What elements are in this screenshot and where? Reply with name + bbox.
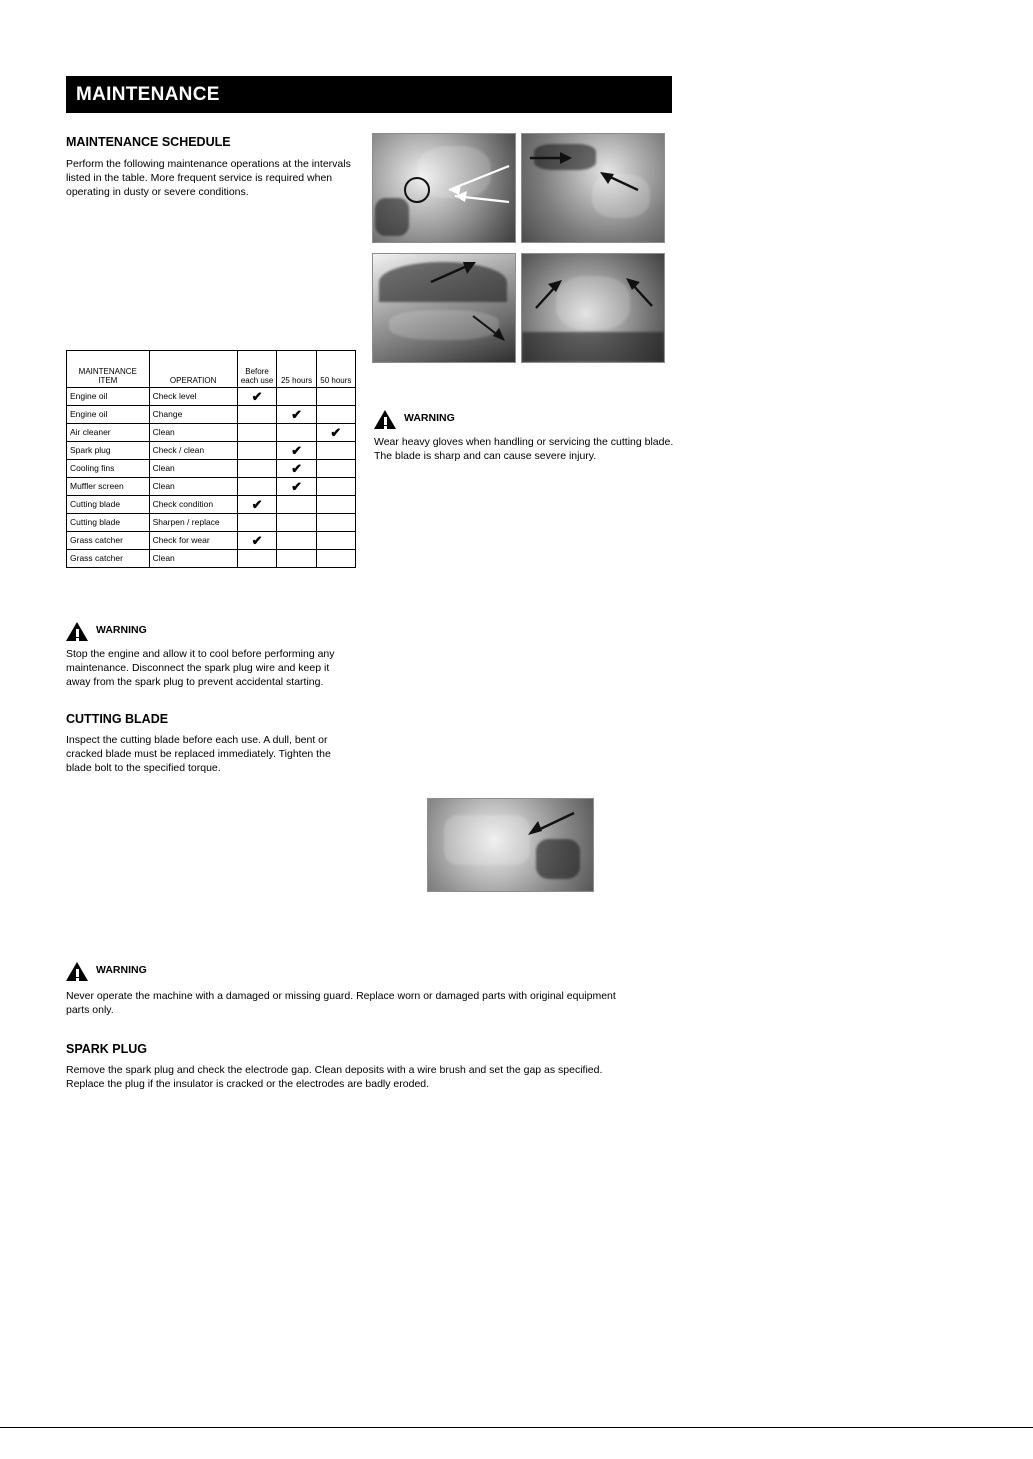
cell-every-50-hours <box>316 388 355 406</box>
table-row <box>67 514 356 532</box>
warning-icon-3 <box>66 962 88 982</box>
cell-operation: Clean <box>149 460 237 478</box>
cell-every-25-hours <box>277 442 316 460</box>
figure-air-cleaner <box>521 133 665 243</box>
cell-before-each-use <box>237 478 277 496</box>
cell-item: Grass catcher <box>67 532 150 550</box>
warning-body-3: Never operate the machine with a damaged or missing guard. Replace worn or damaged parts with original equipment parts only. <box>66 990 616 1016</box>
cell-every-50-hours <box>316 550 355 568</box>
photo-shadow <box>379 262 507 302</box>
warning-exclamation-icon <box>384 417 387 425</box>
warning-title-3: WARNING <box>96 964 147 976</box>
table-row <box>67 550 356 568</box>
figure-muffler <box>427 798 594 892</box>
cell-every-25-hours <box>277 532 316 550</box>
spark-plug-heading: SPARK PLUG <box>66 1042 148 1056</box>
warning-title-1: WARNING <box>96 624 147 636</box>
table-row <box>67 532 356 550</box>
cell-every-50-hours <box>316 478 355 496</box>
cell-before-each-use <box>237 406 277 424</box>
intro-heading: MAINTENANCE SCHEDULE <box>66 135 231 149</box>
cell-operation: Clean <box>149 550 237 568</box>
checkmark-icon: ✔ <box>291 443 302 458</box>
header-every-50-hours: 50 hours <box>316 351 355 388</box>
photo-highlight <box>444 815 530 865</box>
blade-text: Inspect the cutting blade before each use. A dull, bent or cracked blade must be replaced immediately. Tighten the blade bolt to the specified torque. <box>66 734 331 774</box>
blade-heading: CUTTING BLADE <box>66 712 169 726</box>
warning-exclamation-icon <box>76 629 79 637</box>
cell-every-50-hours <box>316 442 355 460</box>
cell-operation: Clean <box>149 424 237 442</box>
cell-every-25-hours <box>277 424 316 442</box>
photo-highlight <box>592 174 650 218</box>
photo-shadow <box>536 839 580 879</box>
photo-highlight <box>417 146 491 198</box>
warning-icon-2 <box>374 410 396 430</box>
table-header-row <box>67 351 356 388</box>
cell-before-each-use <box>237 388 277 406</box>
cell-every-25-hours <box>277 478 316 496</box>
cell-item: Cooling fins <box>67 460 150 478</box>
header-every-25-hours: 25 hours <box>277 351 316 388</box>
section-banner <box>66 76 672 113</box>
cell-before-each-use <box>237 442 277 460</box>
cell-operation: Check level <box>149 388 237 406</box>
cell-operation: Check / clean <box>149 442 237 460</box>
cell-every-50-hours <box>316 514 355 532</box>
cell-before-each-use <box>237 460 277 478</box>
section-banner-title: MAINTENANCE <box>76 84 220 105</box>
cell-item: Air cleaner <box>67 424 150 442</box>
warning-exclamation-icon <box>76 969 79 977</box>
table-row <box>67 442 356 460</box>
maintenance-schedule-table <box>66 350 356 568</box>
cell-item: Engine oil <box>67 388 150 406</box>
warning-title-2: WARNING <box>404 412 455 424</box>
maintenance-table-body <box>67 351 356 568</box>
cell-operation: Check for wear <box>149 532 237 550</box>
cell-item: Cutting blade <box>67 514 150 532</box>
checkmark-icon: ✔ <box>291 479 302 494</box>
cell-item: Muffler screen <box>67 478 150 496</box>
checkmark-icon: ✔ <box>251 497 263 512</box>
header-operation: OPERATION <box>149 351 237 388</box>
cell-every-50-hours <box>316 406 355 424</box>
cell-before-each-use <box>237 532 277 550</box>
cell-operation: Check condition <box>149 496 237 514</box>
cell-every-25-hours <box>277 496 316 514</box>
table-row <box>67 496 356 514</box>
table-row <box>67 406 356 424</box>
figure-engine-deck <box>521 253 665 363</box>
cell-every-50-hours <box>316 532 355 550</box>
cell-operation: Change <box>149 406 237 424</box>
cell-every-50-hours <box>316 460 355 478</box>
cell-item: Engine oil <box>67 406 150 424</box>
cell-every-25-hours <box>277 460 316 478</box>
cell-operation: Sharpen / replace <box>149 514 237 532</box>
checkmark-icon: ✔ <box>251 389 263 404</box>
cell-item: Grass catcher <box>67 550 150 568</box>
spark-plug-text: Remove the spark plug and check the electrode gap. Clean deposits with a wire brush and set the gap as specified. Replace the plug if the insulator is cracked or the electrodes are badly eroded. <box>66 1064 603 1090</box>
footer-rule <box>0 1427 1033 1428</box>
cell-before-each-use <box>237 496 277 514</box>
checkmark-icon: ✔ <box>291 407 302 422</box>
warning-body-2: Wear heavy gloves when handling or servicing the cutting blade. The blade is sharp and can cause severe injury. <box>374 436 674 462</box>
table-row <box>67 388 356 406</box>
photo-highlight <box>389 310 499 340</box>
cell-every-25-hours <box>277 406 316 424</box>
figure-oil-fill <box>372 133 516 243</box>
header-before-each-use: Before each use <box>237 351 277 388</box>
cell-before-each-use <box>237 514 277 532</box>
table-row <box>67 478 356 496</box>
checkmark-icon: ✔ <box>251 533 263 548</box>
table-row <box>67 460 356 478</box>
cell-item: Spark plug <box>67 442 150 460</box>
header-item: MAINTENANCE ITEM <box>67 351 150 388</box>
photo-highlight <box>556 276 630 330</box>
cell-item: Cutting blade <box>67 496 150 514</box>
checkmark-icon: ✔ <box>291 461 302 476</box>
photo-shadow <box>522 332 664 362</box>
warning-icon-1 <box>66 622 88 642</box>
cell-before-each-use <box>237 424 277 442</box>
cell-before-each-use <box>237 550 277 568</box>
intro-text: Perform the following maintenance operations at the intervals listed in the table. More frequent service is required when operating in dusty or severe conditions. <box>66 158 351 198</box>
cell-every-50-hours <box>316 424 355 442</box>
cell-every-25-hours <box>277 514 316 532</box>
photo-shadow <box>534 144 596 170</box>
cell-operation: Clean <box>149 478 237 496</box>
cell-every-25-hours <box>277 550 316 568</box>
cell-every-50-hours <box>316 496 355 514</box>
table-row <box>67 424 356 442</box>
photo-shadow <box>375 198 409 236</box>
warning-body-1: Stop the engine and allow it to cool before performing any maintenance. Disconnect the spark plug wire and keep it away from the spark plug to prevent accidental starting. <box>66 648 335 688</box>
figure-blade <box>372 253 516 363</box>
cell-every-25-hours <box>277 388 316 406</box>
checkmark-icon: ✔ <box>330 425 342 440</box>
